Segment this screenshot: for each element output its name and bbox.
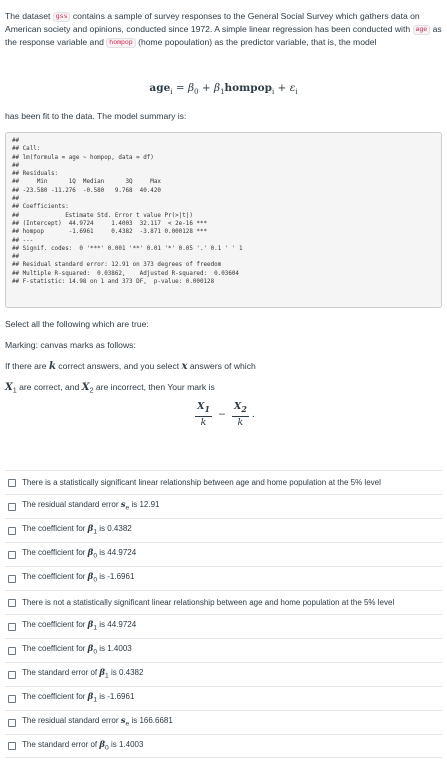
eq-sub: i <box>295 88 298 96</box>
marking-sub: 2 <box>89 386 94 395</box>
option-text: There is not a statistically significant linear relationship between age and home population at the 5% level <box>22 598 395 607</box>
dataset-code: gss <box>53 12 71 22</box>
marking-sub: 1 <box>12 386 17 395</box>
marking-var: X <box>81 382 90 393</box>
option-symbol: β <box>87 524 94 535</box>
option-text: The standard error of <box>22 739 100 749</box>
eq-sub: 1 <box>220 88 225 96</box>
option-label <box>22 522 132 539</box>
option-symbol: β <box>99 668 106 679</box>
option-label <box>22 596 394 609</box>
answer-option[interactable] <box>5 470 442 494</box>
option-subscript: 1 <box>93 624 98 632</box>
option-subscript: 0 <box>93 648 98 656</box>
option-text: There is a statistically significant linear relationship between age and home population at the 5% level <box>22 478 381 487</box>
intro-text: contains a sample of survey responses to the General Social Survey which gathers data on American society and opinions, conducted since 1972. A simple linear regression has been conducted with <box>5 11 420 34</box>
mark-formula <box>0 401 447 429</box>
option-label <box>22 570 134 587</box>
marking-heading: Marking: canvas marks as follows: <box>5 340 136 350</box>
option-symbol: β <box>87 692 94 703</box>
option-text: The standard error of <box>22 668 100 678</box>
answer-option[interactable] <box>5 566 442 590</box>
option-value: is 0.4382 <box>97 524 132 534</box>
eq-term: hompop <box>224 82 272 94</box>
option-subscript: e <box>125 720 130 728</box>
intro-text: The dataset <box>5 11 53 21</box>
checkbox[interactable] <box>8 695 16 703</box>
option-value: is 1.4003 <box>97 644 132 654</box>
eq-eps: + ε <box>274 82 296 94</box>
answer-options <box>5 470 442 758</box>
answer-option[interactable] <box>5 614 442 638</box>
fraction-var: X <box>197 401 205 412</box>
marking-description <box>5 360 256 373</box>
option-value: is 44.9724 <box>97 548 137 558</box>
eq-beta1: + β <box>198 82 221 94</box>
option-value: is 166.6681 <box>129 716 173 726</box>
option-label <box>22 546 136 563</box>
fraction-x1 <box>195 401 212 429</box>
eq-sub: 0 <box>194 88 199 96</box>
marking-description-2 <box>5 381 215 398</box>
option-symbol: s <box>120 716 126 727</box>
checkbox[interactable] <box>8 503 16 511</box>
option-text: The residual standard error <box>22 716 121 726</box>
checkbox[interactable] <box>8 647 16 655</box>
marking-var: X <box>5 382 13 393</box>
option-subscript: 0 <box>105 744 109 752</box>
option-subscript: 1 <box>93 528 98 536</box>
model-equation <box>0 82 447 99</box>
option-label <box>22 476 381 489</box>
intro-text: (home popoulation) as the predictor variable, that is, the model <box>135 37 377 47</box>
eq-sub: i <box>271 88 275 96</box>
marking-text: If there are <box>5 361 49 371</box>
option-subscript: 0 <box>93 576 98 584</box>
response-code: age <box>413 25 431 35</box>
option-text: The coefficient for <box>22 524 88 534</box>
checkbox[interactable] <box>8 527 16 535</box>
option-text: The coefficient for <box>22 548 88 558</box>
option-label <box>22 690 134 707</box>
option-label <box>22 666 143 683</box>
fraction-x2 <box>232 401 249 429</box>
option-symbol: β <box>87 548 94 559</box>
marking-var: x <box>181 361 188 372</box>
option-symbol: s <box>120 500 126 511</box>
checkbox[interactable] <box>8 742 16 750</box>
answer-option[interactable] <box>5 590 442 614</box>
r-output-block: ## ## Call: ## lm(formula = age ~ hompop, data = df) ## ## Residuals: ## Min 1Q Median 3Q Max ## -23.580 -11.276 -0.580 9.768 40.420 ## ## Coefficients: ## Estimate Std. Error t value Pr(>|t|) ## (Intercept) 44.9724 1.4003 32.117 < 2e-16 *** ## hompop -1.6961 0.4382 -3.871 0.000128 *** ## --- ## Signif. codes: 0 '***' 0.001 '**' 0.01 '*' 0.05 '.' 0.1 ' ' 1 ## ## Residual standard error: 12.91 on 373 degrees of freedom ## Multiple R-squared: 0.03862, Adjusted R-squared: 0.03604 ## F-statistic: 14.98 on 1 and 373 DF, p-value: 0.000128 <box>5 132 442 308</box>
checkbox[interactable] <box>8 623 16 631</box>
marking-text: are incorrect, then Your mark is <box>93 382 215 392</box>
option-value: is 12.91 <box>129 500 160 510</box>
checkbox[interactable] <box>8 671 16 679</box>
answer-option[interactable] <box>5 542 442 566</box>
option-label <box>22 738 143 755</box>
option-subscript: 1 <box>105 672 109 680</box>
answer-option[interactable] <box>5 494 442 518</box>
answer-option[interactable] <box>5 638 442 662</box>
option-label <box>22 714 173 731</box>
fraction-denominator: k <box>237 416 244 428</box>
eq-beta0: = β <box>172 82 195 94</box>
fitted-text: has been fit to the data. The model summary is: <box>5 111 187 121</box>
instructions: Select all the following which are true: <box>5 319 149 329</box>
option-text: The coefficient for <box>22 644 88 654</box>
option-symbol: β <box>87 572 94 583</box>
intro-text: as the response variable and <box>5 24 442 47</box>
answer-option[interactable] <box>5 662 442 686</box>
marking-text: answers of which <box>187 361 256 371</box>
option-text: The coefficient for <box>22 620 88 630</box>
answer-option[interactable] <box>5 734 442 758</box>
checkbox[interactable] <box>8 599 16 607</box>
fraction-var: X <box>233 401 242 412</box>
checkbox[interactable] <box>8 719 16 727</box>
option-label <box>22 498 159 515</box>
marking-text: correct answers, and you select <box>55 361 182 371</box>
option-value: is 1.4003 <box>108 739 144 749</box>
predictor-code: hompop <box>106 38 135 48</box>
eq-lhs: age <box>149 82 171 94</box>
option-subscript: 0 <box>93 552 98 560</box>
formula-period: . <box>251 409 255 421</box>
checkbox[interactable] <box>8 575 16 583</box>
marking-var: k <box>48 361 56 372</box>
eq-sub: i <box>170 88 173 96</box>
option-text: The coefficient for <box>22 692 88 702</box>
option-label <box>22 618 136 635</box>
option-subscript: 1 <box>93 696 98 704</box>
option-value: is -1.6961 <box>97 692 135 702</box>
option-label <box>22 642 132 659</box>
fraction-numerator <box>232 401 249 417</box>
fraction-denominator: k <box>200 416 207 428</box>
marking-text: are correct, and <box>16 382 82 392</box>
checkbox[interactable] <box>8 479 16 487</box>
fraction-sub: 1 <box>204 404 210 414</box>
answer-option[interactable] <box>5 710 442 734</box>
option-value: is 44.9724 <box>97 620 137 630</box>
minus-sign: − <box>218 409 226 421</box>
fraction-numerator <box>195 401 212 417</box>
option-value: is -1.6961 <box>97 572 135 582</box>
option-text: The residual standard error <box>22 500 121 510</box>
intro-paragraph <box>5 10 442 49</box>
option-symbol: β <box>87 644 94 655</box>
option-value: is 0.4382 <box>108 668 144 678</box>
fraction-sub: 2 <box>241 404 247 414</box>
option-symbol: β <box>99 739 106 750</box>
answer-option[interactable] <box>5 518 442 542</box>
answer-option[interactable] <box>5 686 442 710</box>
option-text: The coefficient for <box>22 572 88 582</box>
option-subscript: e <box>125 504 130 512</box>
question-intro <box>5 10 442 49</box>
checkbox[interactable] <box>8 551 16 559</box>
option-symbol: β <box>87 620 94 631</box>
